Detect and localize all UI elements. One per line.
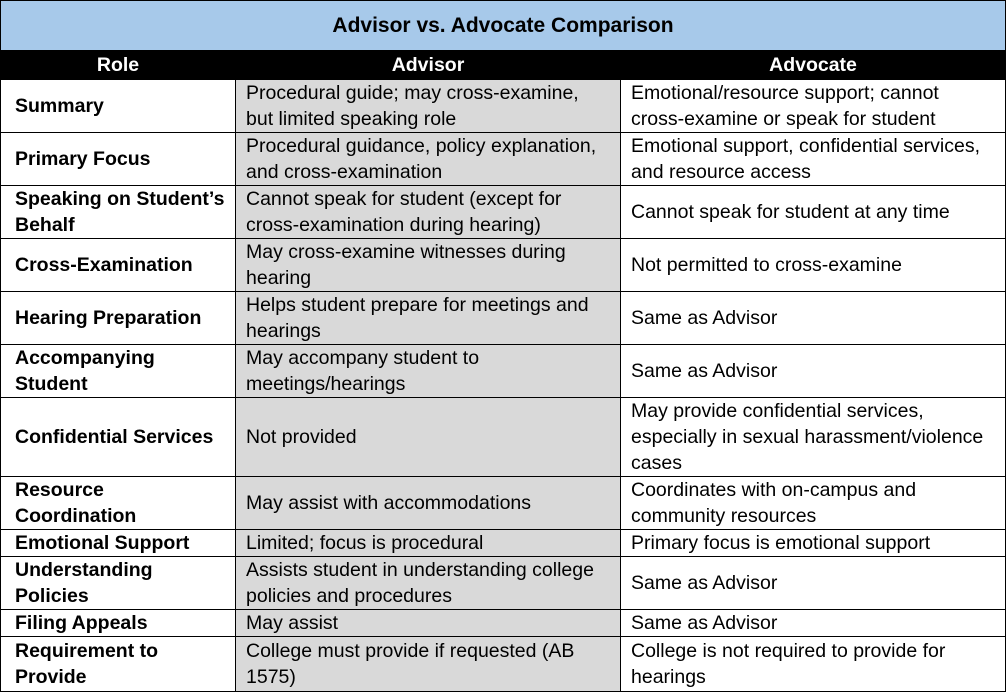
advisor-cell: May cross-examine witnesses during hearing — [236, 239, 621, 292]
table-row — [1, 292, 1006, 345]
table-row — [1, 477, 1006, 530]
advisor-cell: College must provide if requested (AB 1575) — [236, 637, 621, 692]
table-row — [1, 398, 1006, 477]
header-advisor: Advisor — [236, 51, 621, 80]
advisor-cell: Procedural guide; may cross-examine, but limited speaking role — [236, 80, 621, 133]
table-row — [1, 133, 1006, 186]
table-row — [1, 610, 1006, 637]
advisor-cell: May assist with accommodations — [236, 477, 621, 530]
advisor-cell: Cannot speak for student (except for cross-examination during hearing) — [236, 186, 621, 239]
advocate-cell: Primary focus is emotional support — [621, 530, 1006, 557]
table-row — [1, 345, 1006, 398]
table-row — [1, 637, 1006, 692]
advocate-cell: Same as Advisor — [621, 557, 1006, 610]
role-cell: Accompanying Student — [1, 345, 236, 398]
role-cell: Resource Coordination — [1, 477, 236, 530]
role-cell: Hearing Preparation — [1, 292, 236, 345]
advisor-cell: May accompany student to meetings/hearings — [236, 345, 621, 398]
table-row — [1, 186, 1006, 239]
advocate-cell: Same as Advisor — [621, 610, 1006, 637]
advocate-cell: College is not required to provide for hearings — [621, 637, 1006, 692]
header-row — [1, 51, 1006, 80]
advocate-cell: Emotional/resource support; cannot cross-examine or speak for student — [621, 80, 1006, 133]
advisor-cell: Limited; focus is procedural — [236, 530, 621, 557]
advocate-cell: May provide confidential services, especially in sexual harassment/violence cases — [621, 398, 1006, 477]
role-cell: Speaking on Student’s Behalf — [1, 186, 236, 239]
table-row — [1, 80, 1006, 133]
header-advocate: Advocate — [621, 51, 1006, 80]
table-title: Advisor vs. Advocate Comparison — [1, 1, 1006, 51]
advisor-cell: May assist — [236, 610, 621, 637]
table-row — [1, 557, 1006, 610]
table-row — [1, 239, 1006, 292]
role-cell: Primary Focus — [1, 133, 236, 186]
advocate-cell: Coordinates with on-campus and community resources — [621, 477, 1006, 530]
role-cell: Emotional Support — [1, 530, 236, 557]
advocate-cell: Cannot speak for student at any time — [621, 186, 1006, 239]
advocate-cell: Same as Advisor — [621, 292, 1006, 345]
advocate-cell: Not permitted to cross-examine — [621, 239, 1006, 292]
advocate-cell: Emotional support, confidential services, and resource access — [621, 133, 1006, 186]
advisor-cell: Assists student in understanding college policies and procedures — [236, 557, 621, 610]
advisor-cell: Not provided — [236, 398, 621, 477]
advisor-cell: Procedural guidance, policy explanation, and cross-examination — [236, 133, 621, 186]
role-cell: Understanding Policies — [1, 557, 236, 610]
role-cell: Filing Appeals — [1, 610, 236, 637]
role-cell: Requirement to Provide — [1, 637, 236, 692]
table-row — [1, 530, 1006, 557]
header-role: Role — [1, 51, 236, 80]
role-cell: Confidential Services — [1, 398, 236, 477]
role-cell: Summary — [1, 80, 236, 133]
advocate-cell: Same as Advisor — [621, 345, 1006, 398]
advisor-cell: Helps student prepare for meetings and hearings — [236, 292, 621, 345]
role-cell: Cross-Examination — [1, 239, 236, 292]
